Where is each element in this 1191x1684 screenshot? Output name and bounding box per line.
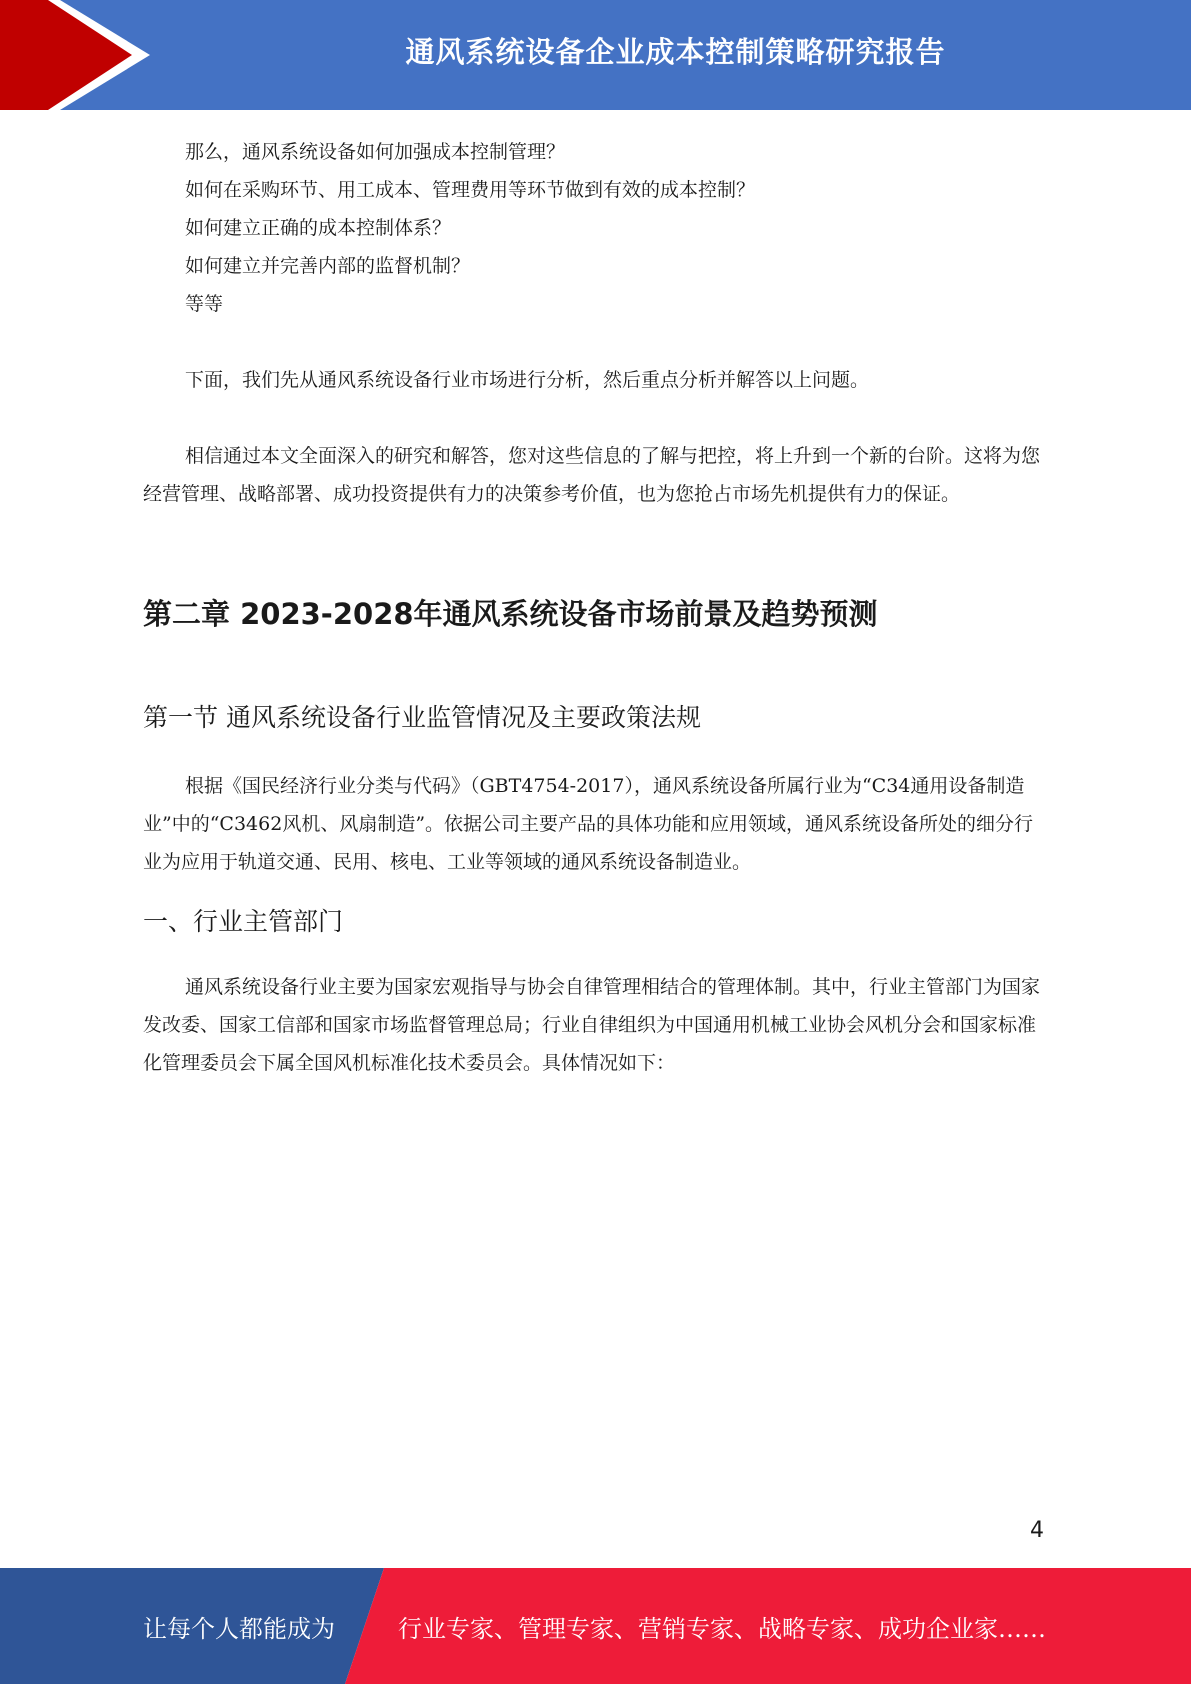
question-line: 如何在采购环节、用工成本、管理费用等环节做到有效的成本控制？: [185, 179, 756, 201]
question-line: 如何建立并完善内部的监督机制？: [185, 255, 471, 277]
header-bar: [0, 0, 1191, 110]
page-number: 4: [1030, 1518, 1044, 1543]
question-line: 如何建立正确的成本控制体系？: [185, 217, 452, 239]
report-title: 通风系统设备企业成本控制策略研究报告: [405, 34, 946, 69]
footer-slogan-right: 行业专家、管理专家、营销专家、战略专家、成功企业家……: [398, 1614, 1046, 1643]
belief-paragraph: 相信通过本文全面深入的研究和解答，您对这些信息的了解与把控，将上升到一个新的台阶。这将为您经营管理、战略部署、成功投资提供有力的决策参考价值，也为您抢占市场先机提供有力的保证。: [143, 445, 1041, 505]
question-line: 等等: [185, 293, 224, 315]
intro-paragraph: 下面，我们先从通风系统设备行业市场进行分析，然后重点分析并解答以上问题。: [185, 369, 870, 391]
subsection-heading: 一、行业主管部门: [143, 907, 344, 936]
chapter-heading: 第二章 2023-2028年通风系统设备市场前景及趋势预测: [143, 597, 878, 631]
footer-slogan-left: 让每个人都能成为: [143, 1614, 335, 1643]
subsection-paragraph: 通风系统设备行业主要为国家宏观指导与协会自律管理相结合的管理体制。其中，行业主管部门为国家发改委、国家工信部和国家市场监督管理总局；行业自律组织为中国通用机械工业协会风机分会和国家标准化管理委员会下属全国风机标准化技术委员会。具体情况如下：: [143, 976, 1041, 1074]
question-line: 那么，通风系统设备如何加强成本控制管理？: [185, 141, 566, 163]
footer-bar: [0, 1568, 1191, 1684]
section-paragraph: 根据《国民经济行业分类与代码》（GBT4754-2017），通风系统设备所属行业为“C34通用设备制造业”中的“C3462风机、风扇制造”。依据公司主要产品的具体功能和应用领域，通风系统设备所处的细分行业为应用于轨道交通、民用、核电、工业等领域的通风系统设备制造业。: [143, 775, 1034, 873]
section-heading: 第一节 通风系统设备行业监管情况及主要政策法规: [143, 703, 701, 732]
header-arrow-icon: [0, 0, 160, 110]
